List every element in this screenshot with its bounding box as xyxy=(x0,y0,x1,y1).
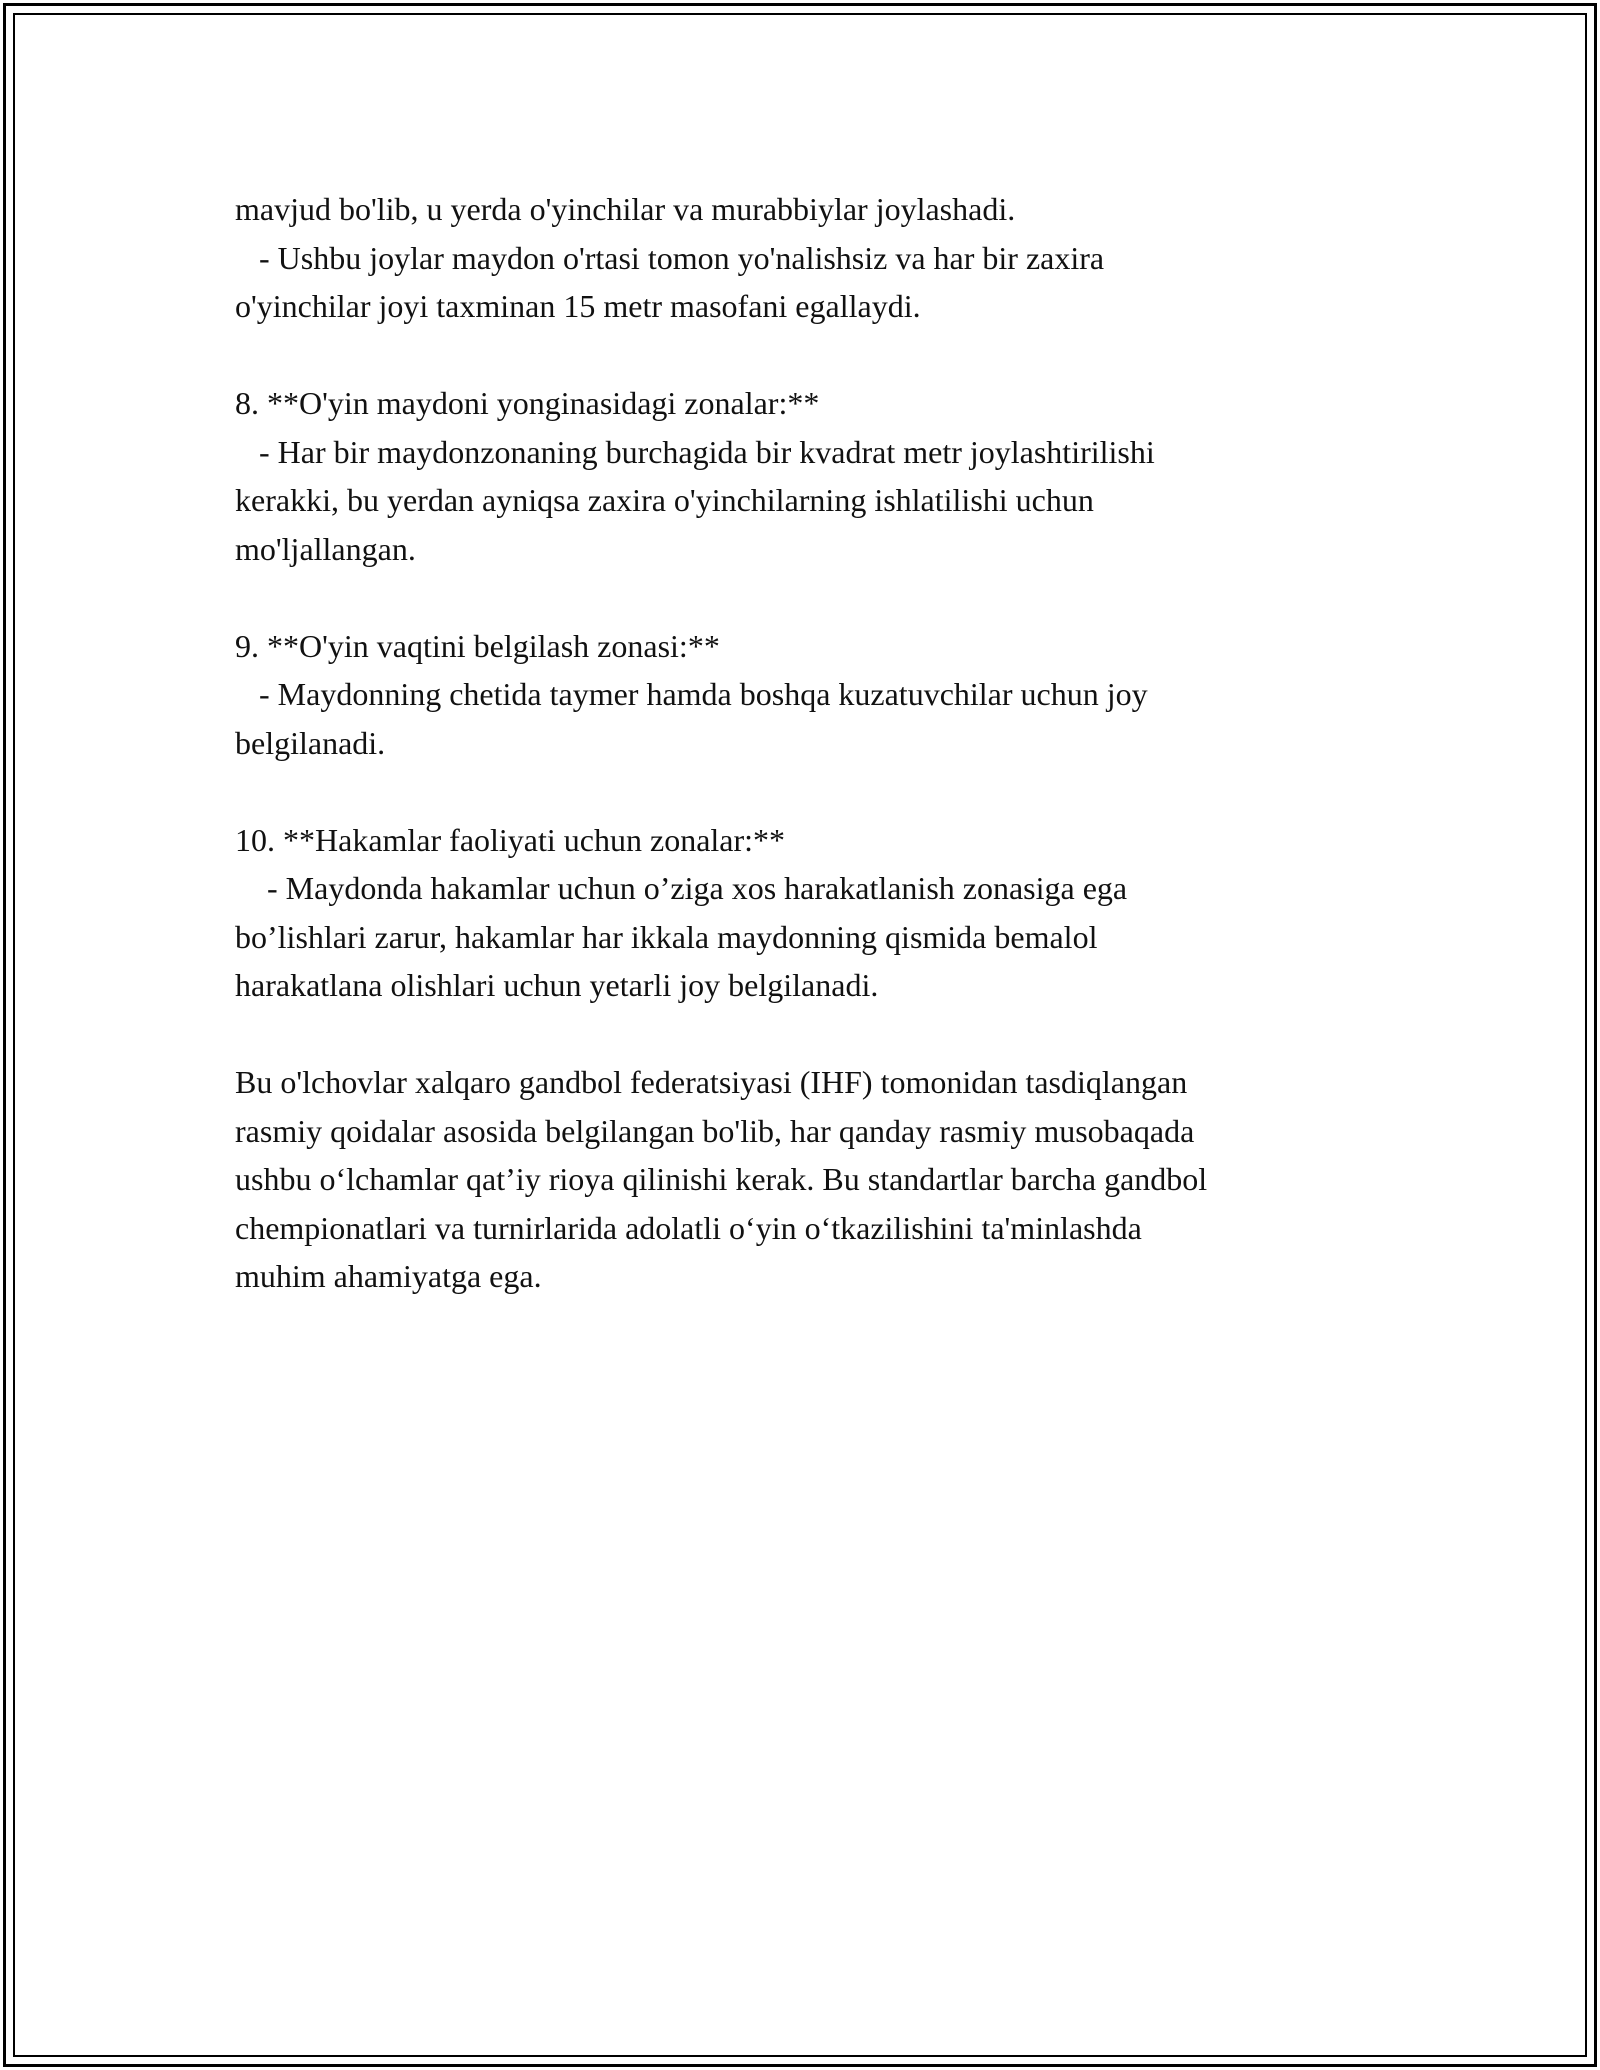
section-heading-10: 10. **Hakamlar faoliyati uchun zonalar:** xyxy=(235,821,786,858)
text-line: mo'ljallangan. xyxy=(235,530,416,567)
blank-line xyxy=(235,1010,1415,1059)
blank-line xyxy=(235,767,1415,816)
section-heading-8: 8. **O'yin maydoni yonginasidagi zonalar:** xyxy=(235,385,820,421)
text-line: - Har bir maydonzonaning burchagida bir kvadrat metr joylashtirilishi xyxy=(235,433,1155,470)
summary-line: rasmiy qoidalar asosida belgilangan bo'lib, har qanday rasmiy musobaqada xyxy=(235,1112,1195,1149)
text-line: belgilanadi. xyxy=(235,724,386,761)
text-line: kerakki, bu yerdan ayniqsa zaxira o'yinchilarning ishlatilishi uchun xyxy=(235,482,1094,518)
blank-line xyxy=(235,331,1415,380)
section-heading-9: 9. **O'yin vaqtini belgilash zonasi:** xyxy=(235,627,720,664)
summary-line: Bu o'lchovlar xalqaro gandbol federatsiyasi (IHF) tomonidan tasdiqlangan xyxy=(235,1064,1188,1100)
text-line: - Ushbu joylar maydon o'rtasi tomon yo'nalishsiz va har bir zaxira xyxy=(235,239,1105,276)
document-body xyxy=(235,185,1415,1301)
text-line: o'yinchilar joyi taxminan 15 metr masofani egallaydi. xyxy=(235,288,921,324)
text-line: - Maydonning chetida taymer hamda boshqa kuzatuvchilar uchun joy xyxy=(235,676,1148,712)
text-line: harakatlana olishlari uchun yetarli joy belgilanadi. xyxy=(235,967,879,1003)
summary-line: chempionatlari va turnirlarida adolatli oʻyin oʻtkazilishini ta'minlashda xyxy=(235,1209,1142,1246)
summary-line: muhim ahamiyatga ega. xyxy=(235,1258,542,1294)
summary-line: ushbu oʻlchamlar qatʼiy rioya qilinishi kerak. Bu standartlar barcha gandbol xyxy=(235,1161,1208,1197)
text-line: mavjud bo'lib, u yerda o'yinchilar va murabbiylar joylashadi. xyxy=(235,191,1016,227)
text-line: bo’lishlari zarur, hakamlar har ikkala maydonning qismida bemalol xyxy=(235,918,1098,955)
text-line: - Maydonda hakamlar uchun o’ziga xos harakatlanish zonasiga ega xyxy=(235,870,1128,906)
blank-line xyxy=(235,573,1415,622)
